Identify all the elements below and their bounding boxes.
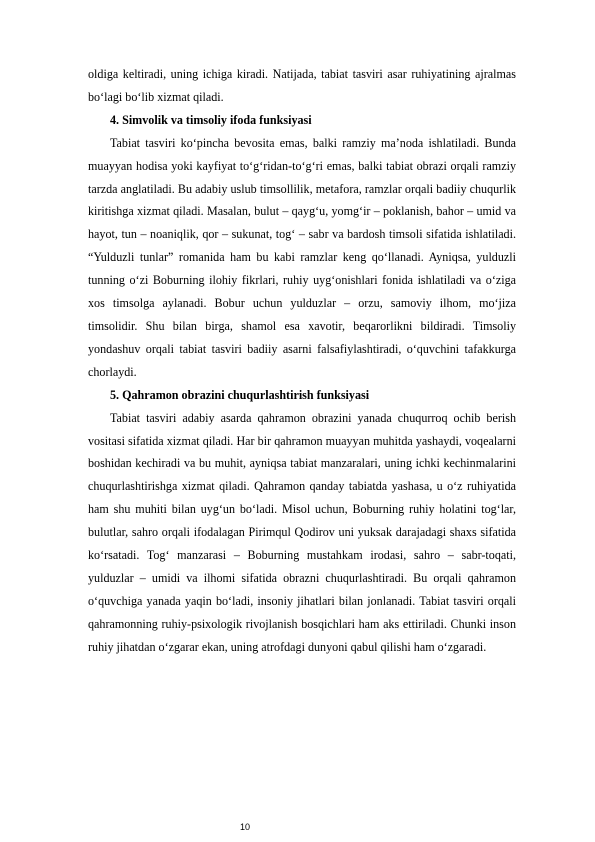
paragraph-continuation: oldiga keltiradi, uning ichiga kiradi. Natijada, tabiat tasviri asar ruhiyatining ajralmas bo‘lagi bo‘lib xizmat qiladi. (88, 67, 516, 104)
section-heading-5: 5. Qahramon obrazini chuqurlashtirish funksiyasi (110, 387, 370, 402)
document-page (88, 63, 516, 659)
page-number: 10 (240, 822, 251, 832)
paragraph-hero-image-function: Tabiat tasviri adabiy asarda qahramon obrazini yanada chuqurroq ochib berish vositasi sifatida xizmat qiladi. Har bir qahramon muayyan muhitda yashaydi, voqealarni boshidan kechiradi va bu muhit, ayniqsa tabiat manzaralari, uning ichki kechinmalarini chuqurlashtirishga xizmat qiladi. Qahramon qanday tabiatda yashasa, u o‘z ruhiyatida ham shu muhiti bilan uyg‘un bo‘ladi. Misol uchun, Boburning ruhiy holatini tog‘lar, bulutlar, sahro orqali ifodalagan Pirimqul Qodirov uni yuksak darajadagi shaxs sifatida ko‘rsatadi. Tog‘ manzarasi – Boburning mustahkam irodasi, sahro – sabr-toqati, yulduzlar – umidi va ilhomi sifatida obrazni chuqurlashtiradi. Bu orqali qahramon o‘quvchiga yanada yaqin bo‘ladi, insoniy jihatlari bilan jonlanadi. Tabiat tasviri orqali qahramonning ruhiy-psixologik rivojlanish bosqichlari ham aks ettiriladi. Chunki inson ruhiy jihatdan o‘zgarar ekan, uning atrofdagi dunyoni qabul qilishi ham o‘zgaradi. (88, 410, 516, 654)
paragraph-symbolic-function: Tabiat tasviri ko‘pincha bevosita emas, balki ramziy ma’noda ishlatiladi. Bunda muayyan hodisa yoki kayfiyat to‘g‘ridan-to‘g‘ri emas, balki tabiat obrazi orqali ramziy tarzda anglatiladi. Bu adabiy uslub timsollilik, metafora, ramzlar orqali badiiy chuqurlik kiritishga xizmat qiladi. Masalan, bulut – qayg‘u, yomg‘ir – poklanish, bahor – umid va hayot, tun – noaniqlik, qor – sukunat, tog‘ – sabr va bardosh timsoli sifatida ishlatiladi. “Yulduzli tunlar” romanida ham bu kabi ramzlar keng qo‘llanadi. Ayniqsa, yulduzli tunning o‘zi Boburning ilohiy fikrlari, ruhiy uyg‘onishlari fonida ishlatiladi va o‘ziga xos timsolga aylanadi. Bobur uchun yulduzlar – orzu, samoviy ilhom, mo‘jiza timsolidir. Shu bilan birga, shamol esa xavotir, beqarorlikni bildiradi. Timsoliy yondashuv orqali tabiat tasviri badiiy asarni falsafiylashtiradi, o‘quvchini tafakkurga chorlaydi. (88, 135, 516, 379)
section-heading-4: 4. Simvolik va timsoliy ifoda funksiyasi (110, 112, 312, 127)
